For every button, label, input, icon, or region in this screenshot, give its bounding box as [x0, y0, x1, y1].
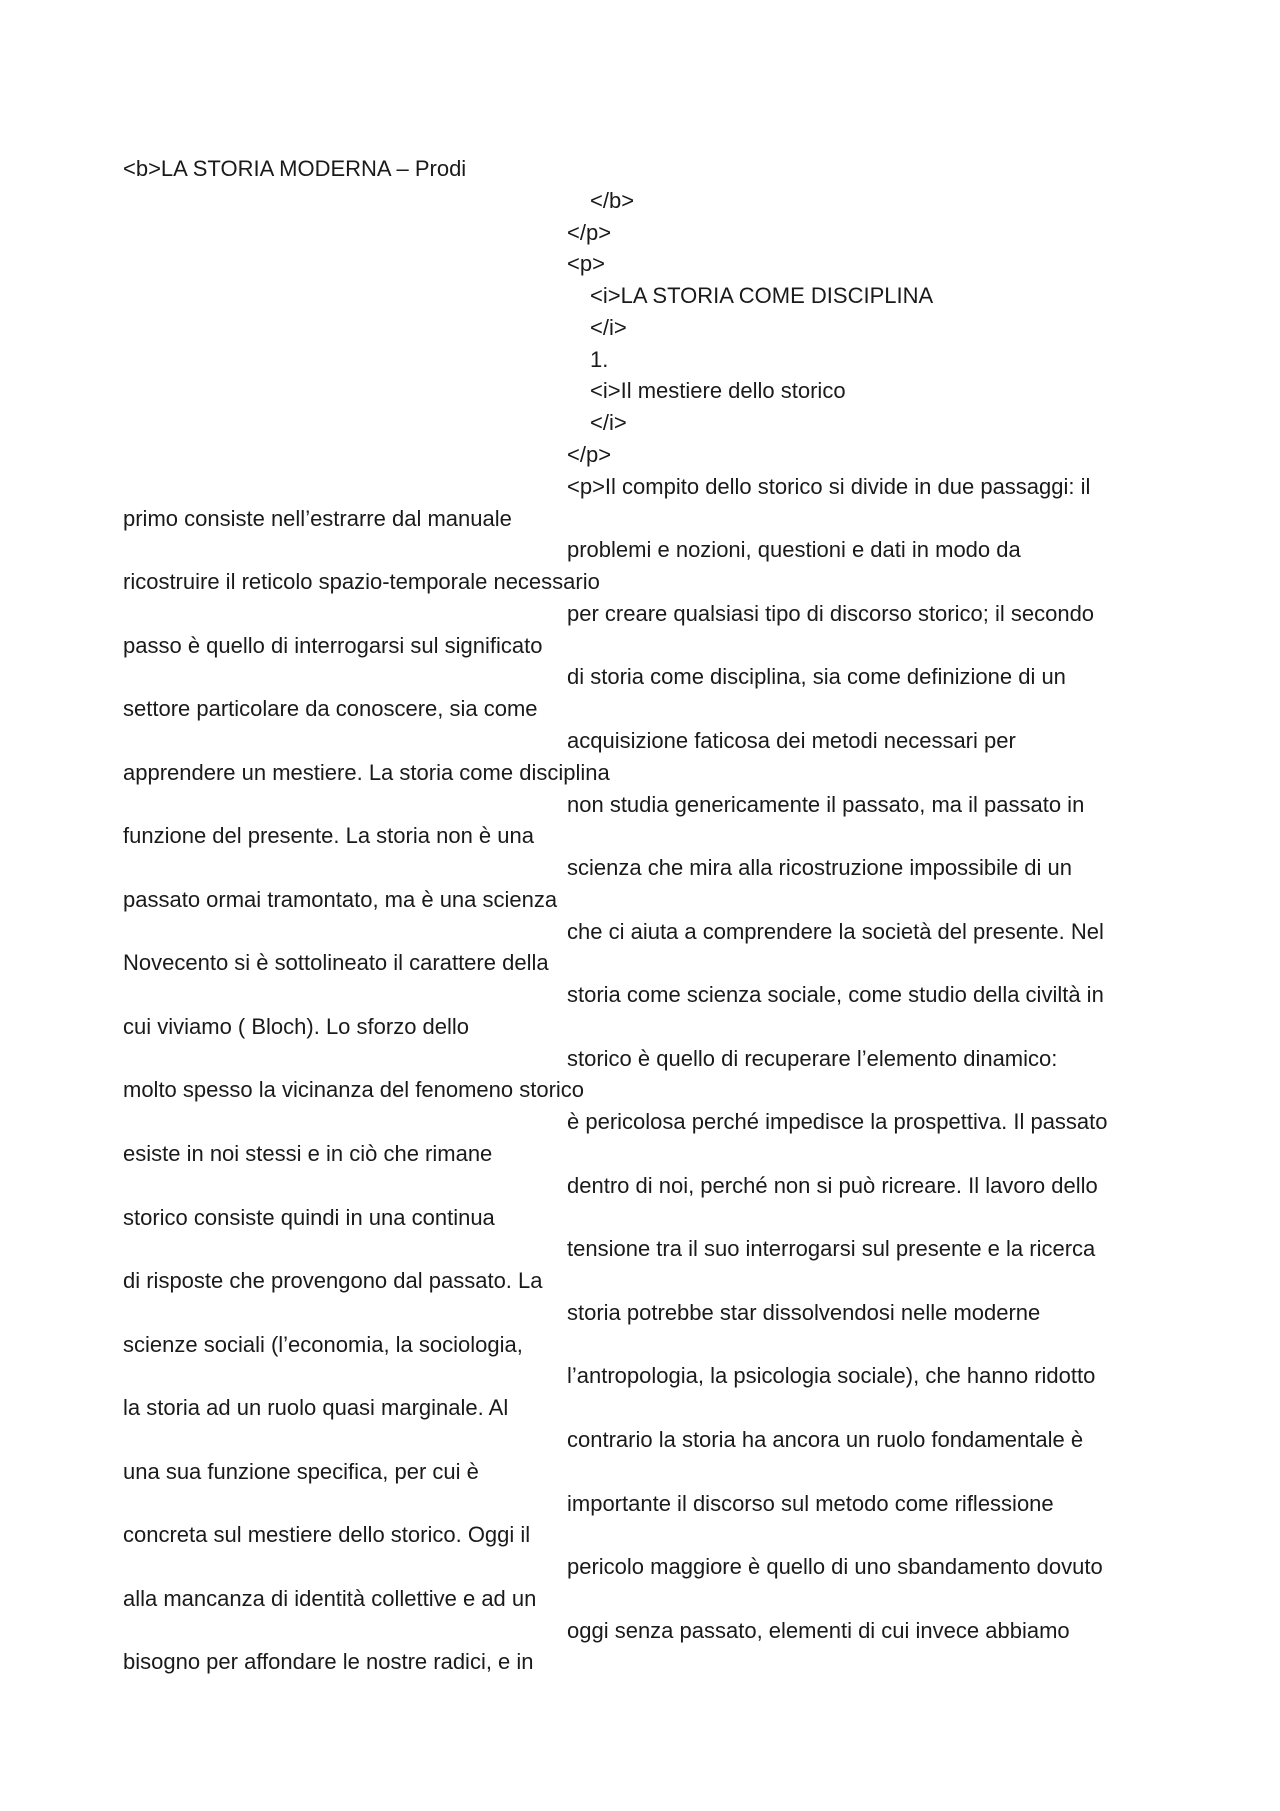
text-line: concreta sul mestiere dello storico. Oggi il [123, 1522, 531, 1547]
text-line: storico consiste quindi in una continua [123, 1205, 495, 1230]
text-line: settore particolare da conoscere, sia come [123, 696, 538, 721]
text-line: pericolo maggiore è quello di uno sbandamento dovuto [567, 1554, 1103, 1579]
text-line: storia come scienza sociale, come studio della civiltà in [567, 982, 1104, 1007]
text-line: 1. [590, 347, 609, 372]
text-line: dentro di noi, perché non si può ricreare. Il lavoro dello [567, 1173, 1098, 1198]
text-line: <i>LA STORIA COME DISCIPLINA [590, 283, 934, 308]
text-line: ricostruire il reticolo spazio-temporale necessario [123, 569, 600, 594]
text-line: Novecento si è sottolineato il carattere della [123, 950, 549, 975]
text-line: importante il discorso sul metodo come riflessione [567, 1491, 1054, 1516]
text-line: bisogno per affondare le nostre radici, e in [123, 1649, 534, 1674]
text-line: problemi e nozioni, questioni e dati in modo da [567, 537, 1021, 562]
text-line: passato ormai tramontato, ma è una scienza [123, 887, 558, 912]
text-line: funzione del presente. La storia non è una [123, 823, 534, 848]
text-line: </b> [590, 188, 635, 213]
text-line: <p> [567, 251, 605, 276]
text-line: che ci aiuta a comprendere la società del presente. Nel [567, 919, 1104, 944]
text-line: non studia genericamente il passato, ma il passato in [567, 792, 1085, 817]
text-line: oggi senza passato, elementi di cui invece abbiamo [567, 1618, 1070, 1643]
text-line: la storia ad un ruolo quasi marginale. Al [123, 1395, 509, 1420]
text-line: di risposte che provengono dal passato. La [123, 1268, 543, 1293]
text-line: scienze sociali (l’economia, la sociologia, [123, 1332, 523, 1357]
text-line: è pericolosa perché impedisce la prospettiva. Il passato [567, 1109, 1108, 1134]
text-line: primo consiste nell’estrarre dal manuale [123, 506, 512, 531]
text-line: storia potrebbe star dissolvendosi nelle moderne [567, 1300, 1041, 1325]
text-line: una sua funzione specifica, per cui è [123, 1459, 479, 1484]
text-line: cui viviamo ( Bloch). Lo sforzo dello [123, 1014, 470, 1039]
text-line: esiste in noi stessi e in ciò che rimane [123, 1141, 493, 1166]
text-line: scienza che mira alla ricostruzione impossibile di un [567, 855, 1073, 880]
text-line: tensione tra il suo interrogarsi sul presente e la ricerca [567, 1236, 1096, 1261]
text-line: di storia come disciplina, sia come definizione di un [567, 664, 1066, 689]
text-line: contrario la storia ha ancora un ruolo fondamentale è [567, 1427, 1084, 1452]
text-line: <i>Il mestiere dello storico [590, 378, 846, 403]
text-line: apprendere un mestiere. La storia come disciplina [123, 760, 610, 785]
text-line: <p>Il compito dello storico si divide in due passaggi: il [567, 474, 1091, 499]
text-line: per creare qualsiasi tipo di discorso storico; il secondo [567, 601, 1095, 626]
text-line: <b>LA STORIA MODERNA – Prodi [123, 156, 467, 181]
text-line: molto spesso la vicinanza del fenomeno storico [123, 1077, 585, 1102]
text-line: acquisizione faticosa dei metodi necessari per [567, 728, 1016, 753]
text-line: alla mancanza di identità collettive e ad un [123, 1586, 537, 1611]
text-line: </p> [567, 220, 612, 245]
text-line: </p> [567, 442, 612, 467]
text-line: l’antropologia, la psicologia sociale), che hanno ridotto [567, 1363, 1096, 1388]
text-line: storico è quello di recuperare l’elemento dinamico: [567, 1046, 1058, 1071]
text-line: </i> [590, 410, 627, 435]
text-line: passo è quello di interrogarsi sul significato [123, 633, 543, 658]
text-line: </i> [590, 315, 627, 340]
